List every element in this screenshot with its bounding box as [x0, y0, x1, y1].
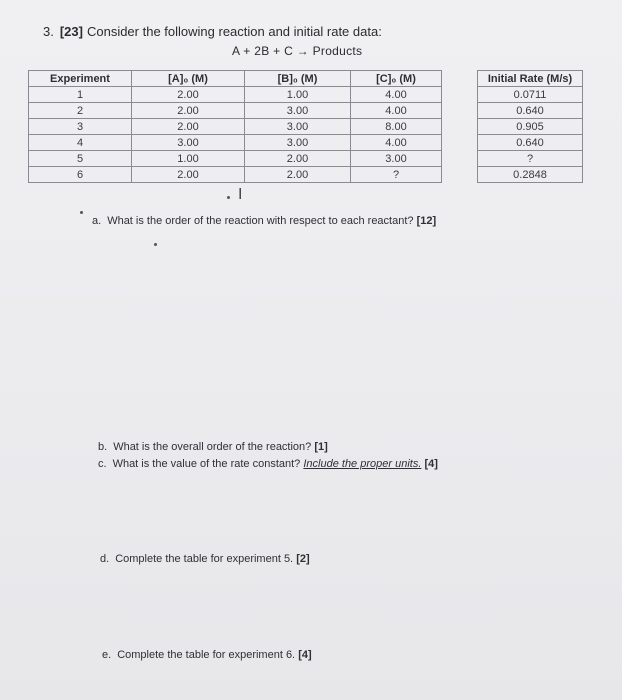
header-a-conc: [A]₀ (M) — [132, 71, 245, 87]
cell-a-conc: 3.00 — [132, 135, 245, 151]
cell-b-conc: 2.00 — [245, 167, 351, 183]
table-gap — [442, 151, 478, 167]
table-gap — [442, 87, 478, 103]
cell-a-conc: 2.00 — [132, 103, 245, 119]
question-points: [23] — [59, 24, 83, 39]
part-b-points: [1] — [314, 441, 328, 453]
question-prompt: Consider the following reaction and initial rate data: — [86, 24, 382, 39]
question-number: 3. — [43, 24, 54, 39]
table-gap — [442, 103, 478, 119]
part-b-text: What is the overall order of the reaction? — [113, 441, 312, 453]
cell-rate: 0.2848 — [478, 167, 583, 183]
text-cursor-icon: I — [238, 186, 243, 203]
table-gap — [442, 167, 478, 183]
table-row — [29, 103, 583, 119]
cell-b-conc: 3.00 — [245, 119, 351, 135]
part-e — [102, 649, 312, 661]
part-c-points: [4] — [424, 458, 438, 470]
part-e-text: Complete the table for experiment 6. — [117, 649, 296, 661]
table-row — [29, 167, 583, 183]
header-experiment: Experiment — [29, 71, 132, 87]
cell-c-conc: 8.00 — [351, 119, 442, 135]
table-gap — [442, 71, 478, 87]
cell-c-conc: ? — [351, 167, 442, 183]
table-gap — [442, 135, 478, 151]
cell-b-conc: 1.00 — [245, 87, 351, 103]
part-a-points: [12] — [416, 215, 437, 227]
part-a-text: What is the order of the reaction with respect to each reactant? — [107, 215, 414, 227]
part-a — [92, 215, 436, 227]
part-c-label: c. — [98, 458, 107, 470]
part-c — [98, 458, 438, 470]
cell-b-conc: 3.00 — [245, 103, 351, 119]
table-row — [29, 119, 583, 135]
cell-c-conc: 3.00 — [351, 151, 442, 167]
cell-experiment: 3 — [29, 119, 132, 135]
cell-experiment: 6 — [29, 167, 132, 183]
part-d-label: d. — [100, 553, 110, 565]
question-header — [43, 24, 382, 39]
table-row — [29, 87, 583, 103]
cell-rate: 0.0711 — [478, 87, 583, 103]
cell-a-conc: 2.00 — [132, 87, 245, 103]
part-b — [98, 441, 328, 453]
reaction-equation: A + 2B + C → Products — [232, 44, 363, 58]
part-d-points: [2] — [296, 553, 310, 565]
part-d — [100, 553, 310, 565]
header-c-conc: [C]₀ (M) — [351, 71, 442, 87]
stray-dot — [154, 243, 157, 246]
cell-rate: 0.640 — [478, 135, 583, 151]
part-c-text: What is the value of the rate constant? — [112, 458, 301, 470]
cell-rate: ? — [478, 151, 583, 167]
part-e-points: [4] — [298, 649, 312, 661]
part-b-label: b. — [98, 441, 108, 453]
cell-experiment: 1 — [29, 87, 132, 103]
cell-c-conc: 4.00 — [351, 103, 442, 119]
cell-a-conc: 2.00 — [132, 119, 245, 135]
cell-c-conc: 4.00 — [351, 87, 442, 103]
cell-b-conc: 3.00 — [245, 135, 351, 151]
header-b-conc: [B]₀ (M) — [245, 71, 351, 87]
cell-a-conc: 2.00 — [132, 167, 245, 183]
table-gap — [442, 119, 478, 135]
part-c-emphasis: Include the proper units. — [303, 458, 422, 470]
table-row — [29, 151, 583, 167]
cell-rate: 0.905 — [478, 119, 583, 135]
rate-data-table — [28, 70, 583, 183]
cell-a-conc: 1.00 — [132, 151, 245, 167]
cell-b-conc: 2.00 — [245, 151, 351, 167]
part-e-label: e. — [102, 649, 112, 661]
cell-rate: 0.640 — [478, 103, 583, 119]
cell-experiment: 4 — [29, 135, 132, 151]
table-row — [29, 135, 583, 151]
cell-experiment: 5 — [29, 151, 132, 167]
cell-experiment: 2 — [29, 103, 132, 119]
header-initial-rate: Initial Rate (M/s) — [478, 71, 583, 87]
cell-c-conc: 4.00 — [351, 135, 442, 151]
stray-dot — [80, 211, 83, 214]
part-a-label: a. — [92, 215, 102, 227]
table-header-row — [29, 71, 583, 87]
part-d-text: Complete the table for experiment 5. — [115, 553, 294, 565]
stray-dot — [227, 196, 230, 199]
